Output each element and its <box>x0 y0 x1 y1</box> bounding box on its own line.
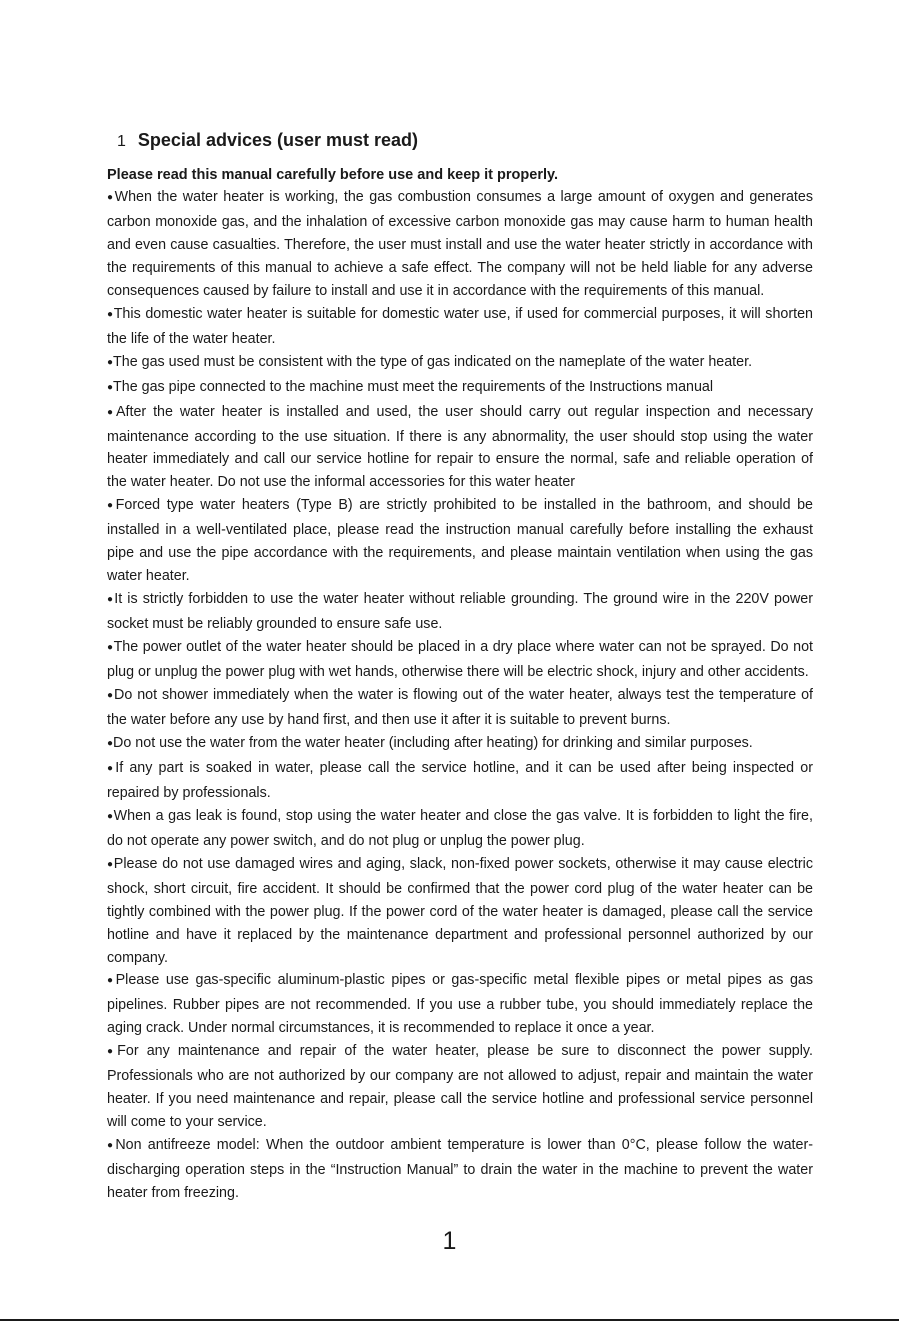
section-title: Special advices (user must read) <box>137 130 419 150</box>
advice-paragraph: ● It is strictly forbidden to use the water heater without reliable grounding. The ground wire in the 220V power socket must be reliably grounded to ensure safe use. <box>107 588 813 636</box>
bullet-icon <box>107 761 115 775</box>
advice-paragraph: ● Do not use the water from the water heater (including after heating) for drinking and similar purposes. <box>107 732 813 757</box>
bullet-icon <box>107 640 114 654</box>
advice-paragraph: ● The power outlet of the water heater should be placed in a dry place where water can not be sprayed. Do not plug or unplug the power plug with wet hands, otherwise there will be electric shock, injury and other accidents. <box>107 636 813 684</box>
advice-paragraph: ● If any part is soaked in water, please call the service hotline, and it can be used after being inspected or repaired by professionals. <box>107 757 813 805</box>
advice-paragraph: ● For any maintenance and repair of the water heater, please be sure to disconnect the power supply. Professionals who are not authorized by our company are not allowed to adjust, repair and maintain the water heater. If you need maintenance and repair, please call the service hotline and professional service personnel will come to your service. <box>107 1040 813 1134</box>
bullet-icon <box>107 190 115 204</box>
page-number: 1 <box>442 1227 457 1255</box>
bullet-icon <box>107 809 114 823</box>
advice-paragraph: ● Forced type water heaters (Type B) are strictly prohibited to be installed in the bathroom, and should be installed in a well-ventilated place, please read the instruction manual carefully before installing the exhaust pipe and use the pipe accordance with the requirements, and please maintain ventilation when using the gas water heater. <box>107 494 813 588</box>
advice-paragraph: ● The gas pipe connected to the machine must meet the requirements of the Instructions manual <box>107 376 813 401</box>
bullet-icon <box>107 592 114 606</box>
bullet-icon <box>107 736 113 750</box>
intro-text: Please read this manual carefully before use and keep it properly. <box>107 167 559 183</box>
advice-paragraph: ● This domestic water heater is suitable for domestic water use, if used for commercial purposes, it will shorten the life of the water heater. <box>107 303 813 351</box>
bullet-icon <box>107 355 113 369</box>
content-body <box>107 164 813 1205</box>
advice-paragraph: ● When the water heater is working, the gas combustion consumes a large amount of oxygen and generates carbon monoxide gas, and the inhalation of excessive carbon monoxide gas may cause harm to human health and even cause casualties. Therefore, the user must install and use the water heater strictly in accordance with the requirements of this manual to achieve a safe effect. The company will not be held liable for any adverse consequences caused by failure to install and use it in accordance with the requirements of this manual. <box>107 186 813 303</box>
bottom-rule <box>0 1319 899 1321</box>
bullet-icon <box>107 973 116 987</box>
advice-paragraph: ● After the water heater is installed and used, the user should carry out regular inspection and necessary maintenance according to the use situation. If there is any abnormality, the user should stop using the water heater immediately and call our service hotline for repair to ensure the normal, safe and reliable operation of the water heater. Do not use the informal accessories for this water heater <box>107 401 813 495</box>
bullet-icon <box>107 307 114 321</box>
bullet-icon <box>107 1138 115 1152</box>
bullet-icon <box>107 857 114 871</box>
advice-paragraph: ● Non antifreeze model: When the outdoor ambient temperature is lower than 0°C, please follow the water-discharging operation steps in the “Instruction Manual” to drain the water in the machine to prevent the water heater from freezing. <box>107 1134 813 1205</box>
bullet-icon <box>107 688 114 702</box>
bullet-icon <box>107 1044 117 1058</box>
advice-paragraph: ● When a gas leak is found, stop using the water heater and close the gas valve. It is forbidden to light the fire, do not operate any power switch, and do not plug or unplug the power plug. <box>107 805 813 853</box>
advice-paragraph: ● Do not shower immediately when the water is flowing out of the water heater, always test the temperature of the water before any use by hand first, and then use it after it is suitable to prevent burns. <box>107 684 813 732</box>
bullet-icon <box>107 380 113 394</box>
advice-paragraph: ● Please do not use damaged wires and aging, slack, non-fixed power sockets, otherwise it may cause electric shock, short circuit, fire accident. It should be confirmed that the power cord plug of the water heater can be tightly combined with the power plug. If the power cord of the water heater is damaged, please call the service hotline and have it replaced by the maintenance department and professional personnel authorized by our company. <box>107 853 813 970</box>
advice-paragraph: ● The gas used must be consistent with the type of gas indicated on the nameplate of the water heater. <box>107 351 813 376</box>
bullet-icon <box>107 405 116 419</box>
section-heading <box>117 130 418 151</box>
advice-paragraph: ● Please use gas-specific aluminum-plastic pipes or gas-specific metal flexible pipes or metal pipes as gas pipelines. Rubber pipes are not recommended. If you use a rubber tube, you should immediately replace the aging crack. Under normal circumstances, it is recommended to replace it once a year. <box>107 969 813 1040</box>
bullet-icon <box>107 498 116 512</box>
section-number: 1 <box>117 133 126 150</box>
